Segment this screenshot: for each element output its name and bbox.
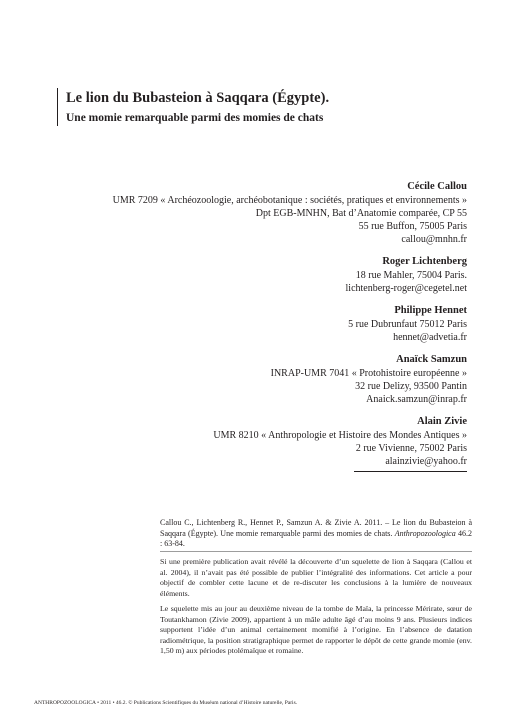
page-footer: ANTHROPOZOOLOGICA • 2011 • 46.2. © Publications Scientifiques du Muséum national d’Histoire naturelle, Paris. — [34, 700, 298, 706]
citation — [160, 518, 472, 550]
abstract-paragraph: Si une première publication avait révélé la découverte d’un squelette de lion à Saqqara (Callou et al. 2004), il n’avait pas été possible de publier l’intégralité des informations. Cet article a pour objectif de combler cette lacune et de re-discuter les conclusions à la lumière de nouveaux éléments. — [160, 557, 472, 598]
author-name: Roger Lichtenberg — [382, 256, 467, 267]
author-affiliation-line: 55 rue Buffon, 75005 Paris — [358, 221, 467, 232]
citation-journal: Anthropozoologica — [394, 528, 456, 538]
abstract-paragraph: Le squelette mis au jour au deuxième niveau de la tombe de Maïa, la princesse Mérirate, sœur de Toutankhamon (Zivie 2009), appartient à un mâle adulte âgé d’au moins 9 ans. Plusieurs indices supportent l’idée d’un animal certainement momifié à l’origine. En l’absence de datation radiométrique, la position stratigraphique permet de rapporter le dépôt de cette grande momie (env. 1,50 m) aux périodes ptolémaïque et romaine. — [160, 604, 472, 655]
author-name: Alain Zivie — [417, 416, 467, 427]
author-affiliation-line: INRAP-UMR 7041 « Protohistoire européenne » — [270, 368, 467, 379]
article-title: Le lion du Bubasteion à Saqqara (Égypte). — [66, 90, 330, 106]
author-block — [27, 353, 467, 406]
title-block — [57, 88, 486, 126]
author-email[interactable]: alainzivie@yahoo.fr — [385, 456, 467, 467]
author-divider — [354, 471, 467, 472]
author-affiliation-line: 18 rue Mahler, 75004 Paris. — [355, 270, 467, 281]
author-email[interactable]: callou@mnhn.fr — [401, 234, 467, 245]
author-affiliation-line: UMR 7209 « Archéozoologie, archéobotanique : sociétés, pratiques et environnements » — [112, 195, 467, 206]
citation-ref: 46.2 : 63-84. — [160, 528, 473, 548]
author-list — [27, 180, 467, 477]
author-affiliation-line: Dpt EGB-MNHN, Bat d’Anatomie comparée, CP 55 — [255, 208, 467, 219]
author-email[interactable]: lichtenberg-roger@cegetel.net — [345, 283, 467, 294]
author-block — [27, 255, 467, 295]
abstract — [160, 557, 472, 662]
author-affiliation-line: UMR 8210 « Anthropologie et Histoire des Mondes Antiques » — [213, 430, 467, 441]
author-email[interactable]: Anaick.samzun@inrap.fr — [366, 394, 467, 405]
author-block — [27, 415, 467, 468]
author-block — [27, 304, 467, 344]
author-email[interactable]: hennet@advetia.fr — [393, 332, 467, 343]
author-affiliation-line: 2 rue Vivienne, 75002 Paris — [355, 443, 467, 454]
author-affiliation-line: 32 rue Delizy, 93500 Pantin — [355, 381, 467, 392]
author-name: Cécile Callou — [407, 181, 467, 192]
author-name: Anaïck Samzun — [396, 354, 467, 365]
article-subtitle: Une momie remarquable parmi des momies de chats — [66, 112, 324, 124]
author-name: Philippe Hennet — [394, 305, 467, 316]
citation-text: Callou C., Lichtenberg R., Hennet P., Samzun A. & Zivie A. 2011. – Le lion du Bubasteion à Saqqara (Égypte). Une momie remarquable parmi des momies de chats. — [160, 518, 472, 538]
author-affiliation-line: 5 rue Dubrunfaut 75012 Paris — [348, 319, 467, 330]
citation-divider — [160, 551, 472, 552]
author-block — [27, 180, 467, 246]
